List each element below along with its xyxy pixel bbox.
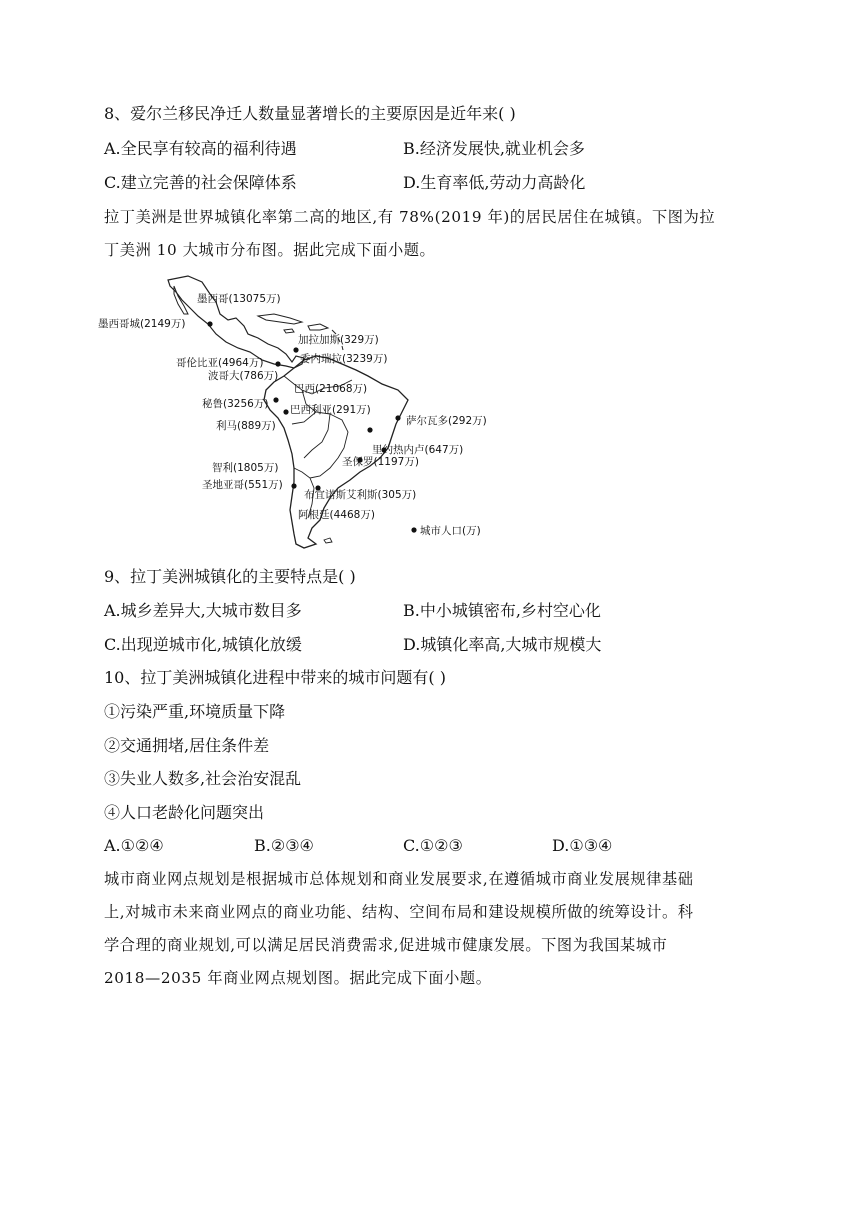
legend-dot [411,527,416,532]
q9-option-c: C.出现逆城市化,城镇化放缓 [104,635,302,654]
city-dot [293,347,298,352]
map-label-mexico-city: 墨西哥城(2149万) [98,318,186,330]
map-label-caracas: 加拉加斯(329万) [298,334,379,346]
q8-option-d: D.生育率低,劳动力高龄化 [403,173,586,192]
q10-item: ①污染严重,环境质量下降 [104,702,286,721]
mexico-outline [168,276,304,368]
city-dot [291,483,296,488]
map-legend: 城市人口(万) [420,525,481,537]
q8-option-a: A.全民享有较高的福利待遇 [104,139,297,158]
map-label-salvador: 萨尔瓦多(292万) [406,415,487,427]
q8-option-c: C.建立完善的社会保障体系 [104,173,297,192]
map-label-argentina: 阿根廷(4468万) [298,509,375,521]
hispaniola-outline [308,324,328,330]
q10-option-b: B.②③④ [254,836,314,855]
latin-america-city-map [98,272,488,557]
intro-line: 学合理的商业规划,可以满足居民消费需求,促进城市健康发展。下图为我国某城市 [104,936,668,954]
city-dot [275,361,280,366]
q10-option-a: A.①②④ [104,836,164,855]
q8-stem: 8、爱尔兰移民净迁人数量显著增长的主要原因是近年来( ) [104,104,516,123]
map-label-lima: 利马(889万) [216,420,276,432]
q10-item: ④人口老龄化问题突出 [104,803,265,822]
map-label-mexico: 墨西哥(13075万) [197,293,281,305]
map-label-brasilia: 巴西利亚(291万) [290,404,371,416]
baja-outline [174,286,188,314]
q8-option-b: B.经济发展快,就业机会多 [403,139,585,158]
map-label-colombia: 哥伦比亚(4964万) [176,357,264,369]
city-dot [395,415,400,420]
city-dot [273,397,278,402]
q10-item: ③失业人数多,社会治安混乱 [104,769,302,788]
intro-latin-america [104,201,764,267]
jamaica-outline [284,329,294,333]
cuba-outline [258,314,302,324]
map-label-bogota: 波哥大(786万) [208,370,279,382]
intro-line: 上,对城市未来商业网点的商业功能、结构、空间布局和建设规模所做的统筹设计。科 [104,903,694,921]
intro-line: 拉丁美洲是世界城镇化率第二高的地区,有 78%(2019 年)的居民居住在城镇。下图为拉 [104,208,716,226]
city-dot [207,321,212,326]
q9-option-a: A.城乡差异大,大城市数目多 [104,601,302,620]
q10-option-c: C.①②③ [403,836,463,855]
map-label-sao-paulo: 圣保罗(1197万) [342,456,419,468]
q9-options-row2 [104,635,764,655]
intro-line: 2018—2035 年商业网点规划图。据此完成下面小题。 [104,969,492,987]
map-label-buenos-aires: 布宜诺斯艾利斯(305万) [304,489,417,501]
intro-line: 城市商业网点规划是根据城市总体规划和商业发展要求,在遵循城市商业发展规律基础 [104,870,694,888]
q10-item: ②交通拥堵,居住条件差 [104,736,270,755]
city-dot [283,409,288,414]
map-label-rio: 里约热内卢(647万) [372,444,464,456]
q9-option-d: D.城镇化率高,大城市规模大 [403,635,602,654]
q8-options-row2 [104,173,764,193]
q9-option-b: B.中小城镇密布,乡村空心化 [403,601,601,620]
map-label-chile: 智利(1805万) [212,462,279,474]
intro-commercial-planning [104,863,764,995]
map-label-venezuela: 委内瑞拉(3239万) [300,353,388,365]
q9-options-row1 [104,601,764,621]
q10-stem: 10、拉丁美洲城镇化进程中带来的城市问题有( ) [104,668,446,687]
map-label-santiago: 圣地亚哥(551万) [202,479,283,491]
q10-option-d: D.①③④ [552,836,613,855]
q9-stem: 9、拉丁美洲城镇化的主要特点是( ) [104,567,356,586]
map-label-brazil: 巴西(21068万) [294,383,368,395]
q8-options-row1 [104,139,764,159]
city-dot [367,427,372,432]
map-label-peru: 秘鲁(3256万) [202,398,269,410]
intro-line: 丁美洲 10 大城市分布图。据此完成下面小题。 [104,241,436,259]
falklands [324,538,332,543]
